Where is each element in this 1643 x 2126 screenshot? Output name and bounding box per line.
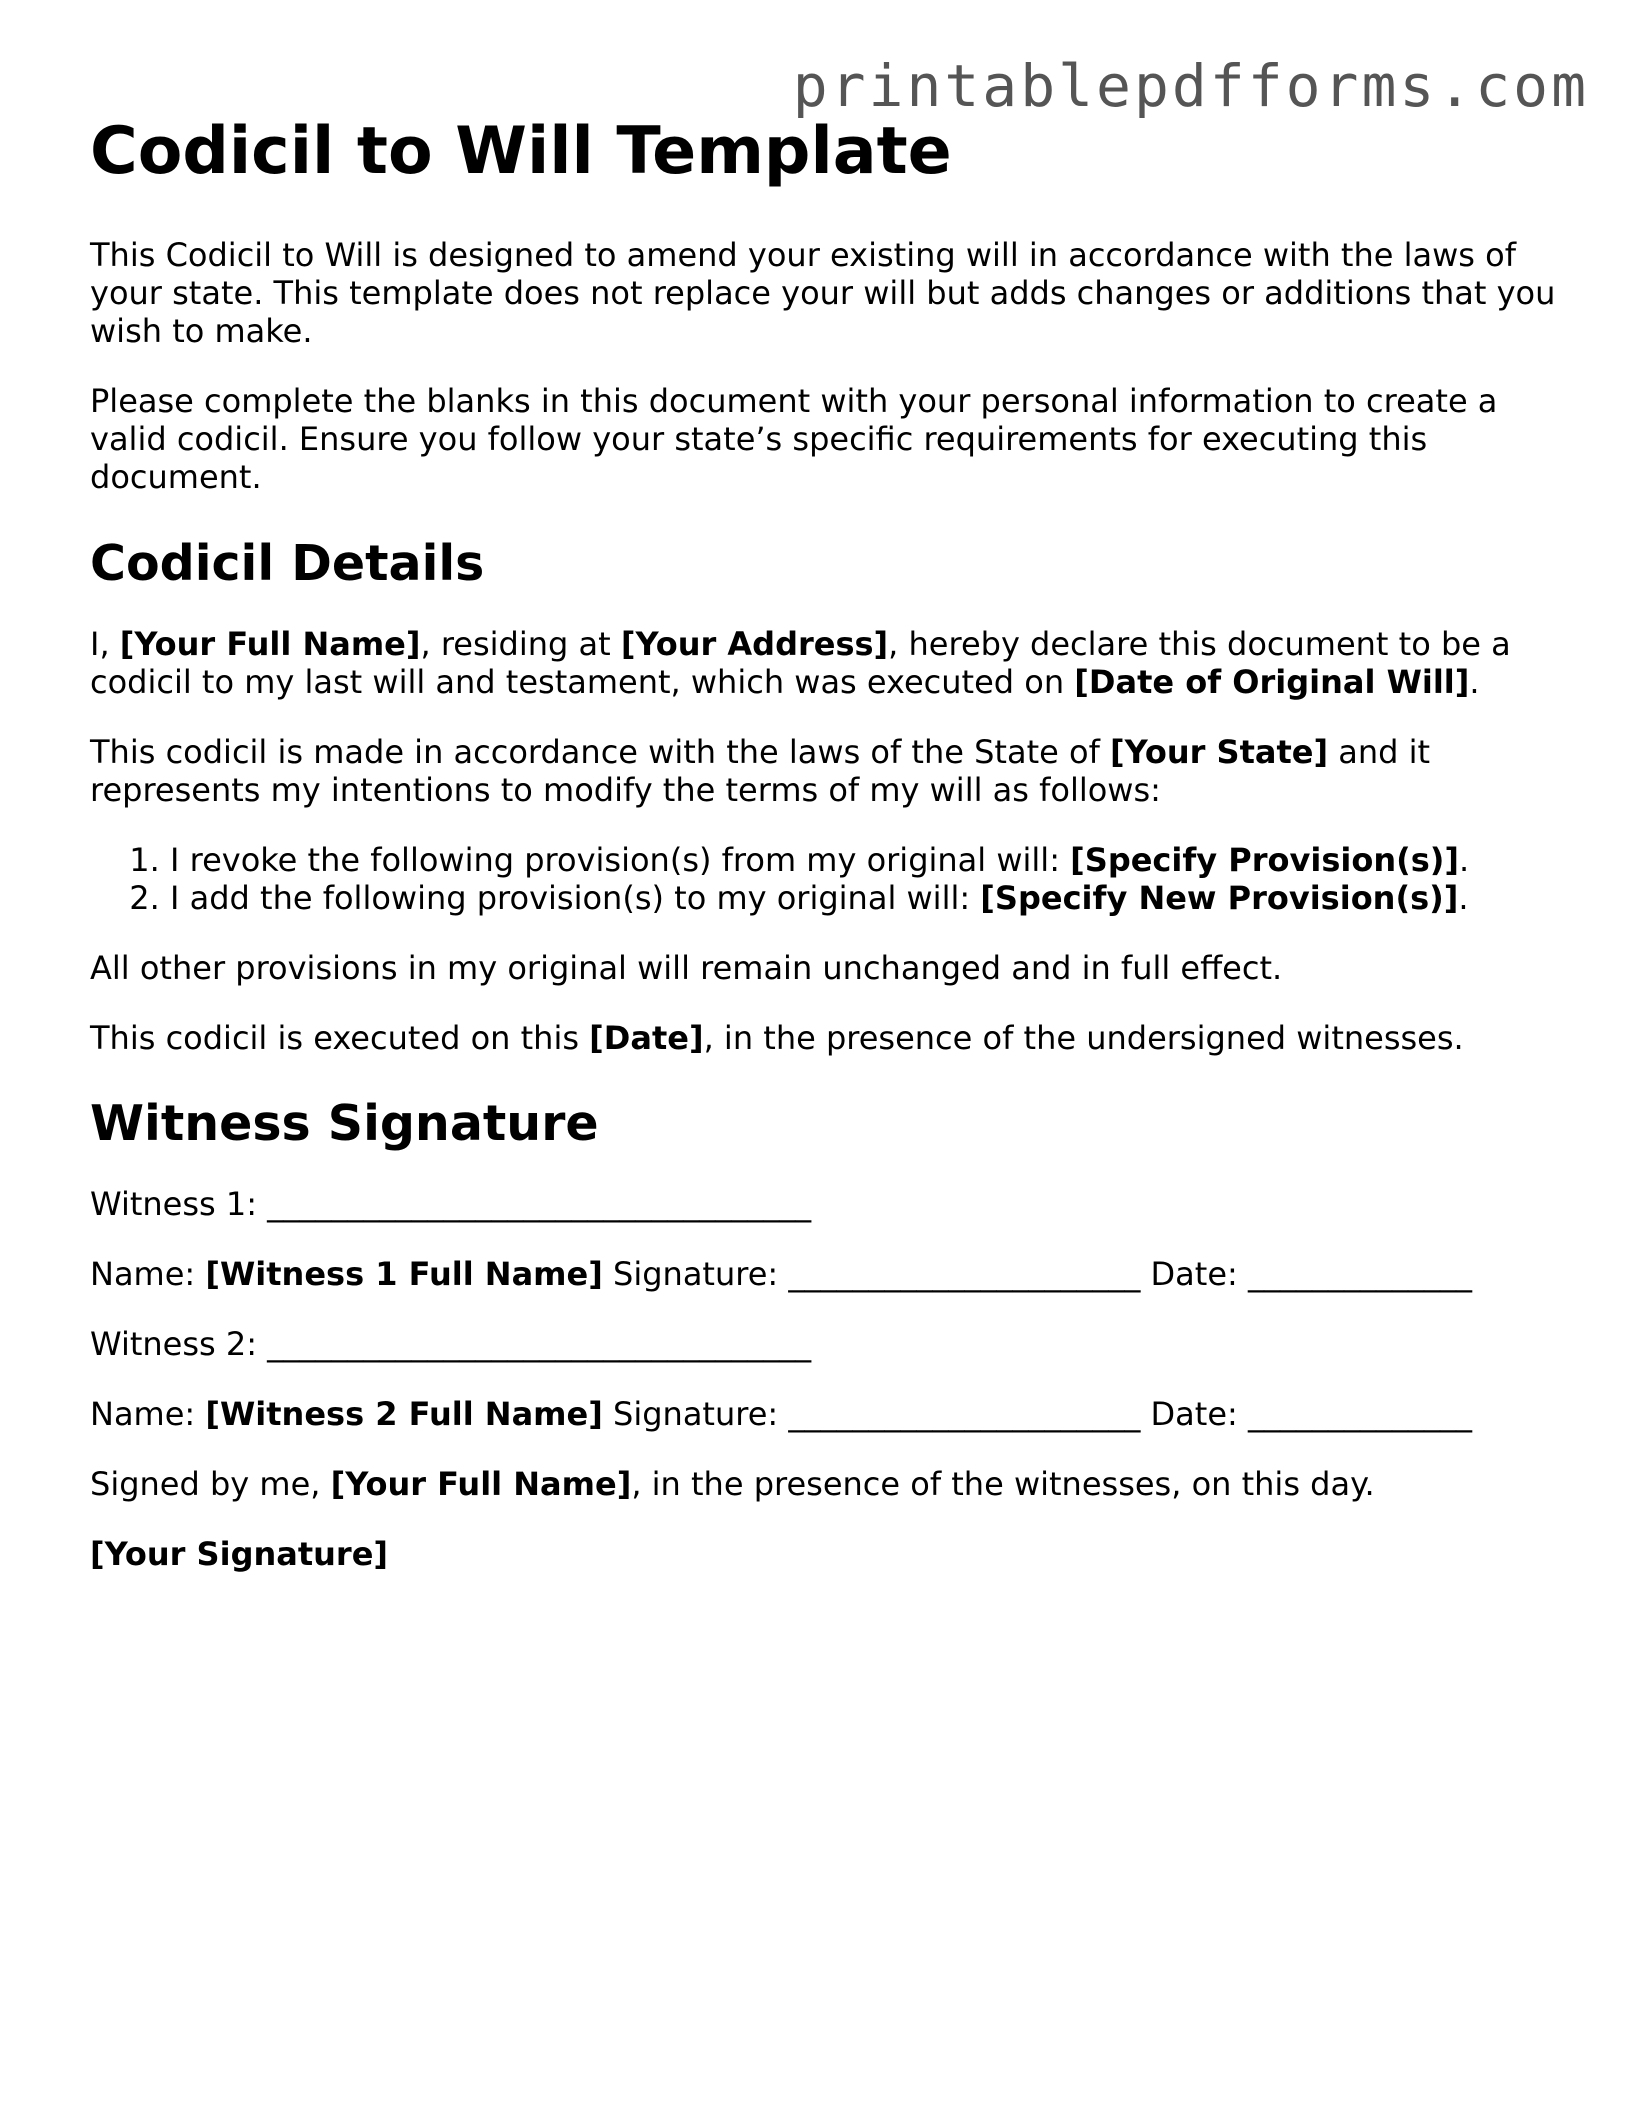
witness-1-name-label: Name: (90, 1255, 206, 1293)
execution-date-placeholder: [Date] (589, 1019, 704, 1057)
list-item (170, 841, 1570, 879)
address-placeholder: [Your Address] (620, 625, 889, 663)
witness-1-signature-blank[interactable]: ______________________ (788, 1255, 1141, 1293)
declaration-text-1: I, (90, 625, 120, 663)
witness-2-line (90, 1325, 1570, 1363)
execution-paragraph (90, 1019, 1570, 1057)
page-title: Codicil to Will Template (90, 114, 952, 189)
declaration-paragraph (90, 625, 1570, 701)
declaration-text-3: , hereby declare this document to be a codicil to my last will and testament, which was executed on (90, 625, 1511, 701)
witness-signature-heading: Witness Signature (90, 1095, 599, 1152)
witness-1-date-label: Date: (1140, 1255, 1248, 1293)
witness-1-details (90, 1255, 1570, 1293)
witness-1-date-blank[interactable]: ______________ (1247, 1255, 1472, 1293)
witness-2-name-label: Name: (90, 1395, 206, 1433)
declaration-text-2: , residing at (420, 625, 621, 663)
document-page (90, 112, 1570, 1573)
witness-2-details (90, 1395, 1570, 1433)
revoke-end: . (1459, 841, 1470, 879)
add-text: I add the following provision(s) to my original will: (170, 879, 981, 917)
witness-2-date-label: Date: (1140, 1395, 1248, 1433)
intro-paragraph-1: This Codicil to Will is designed to amend your existing will in accordance with the laws of your state. This template does not replace your will but adds changes or additions that you wish to make. (90, 236, 1556, 350)
state-placeholder: [Your State] (1110, 733, 1329, 771)
list-item (170, 879, 1570, 917)
witness-1-blank[interactable]: __________________________________ (267, 1185, 812, 1223)
unchanged-paragraph: All other provisions in my original will remain unchanged and in full effect. (90, 949, 1283, 987)
witness-2-date-blank[interactable]: ______________ (1247, 1395, 1472, 1433)
witness-1-name-placeholder: [Witness 1 Full Name] (205, 1255, 603, 1293)
codicil-details-heading: Codicil Details (90, 535, 485, 592)
witness-2-name-placeholder: [Witness 2 Full Name] (205, 1395, 603, 1433)
state-law-text-2: and it represents my intentions to modify the terms of my will as follows: (90, 733, 1431, 809)
state-law-text-1: This codicil is made in accordance with the laws of the State of (90, 733, 1110, 771)
signed-by-text-1: Signed by me, (90, 1465, 331, 1503)
execution-text-2: , in the presence of the undersigned witnesses. (703, 1019, 1464, 1057)
witness-2-blank[interactable]: __________________________________ (267, 1325, 812, 1363)
signed-by-text-2: , in the presence of the witnesses, on this day. (631, 1465, 1375, 1503)
witness-1-label: Witness 1: (90, 1185, 268, 1223)
full-name-placeholder: [Your Full Name] (119, 625, 421, 663)
your-signature-placeholder (90, 1535, 1570, 1573)
witness-1-signature-label: Signature: (602, 1255, 789, 1293)
revoke-text: I revoke the following provision(s) from my original will: (170, 841, 1071, 879)
witness-2-label: Witness 2: (90, 1325, 268, 1363)
original-will-date-placeholder: [Date of Original Will] (1074, 663, 1470, 701)
modifications-list (90, 841, 1570, 917)
witness-2-signature-label: Signature: (602, 1395, 789, 1433)
witness-2-signature-blank[interactable]: ______________________ (788, 1395, 1141, 1433)
your-signature-text: [Your Signature] (90, 1535, 389, 1573)
intro-paragraph-2: Please complete the blanks in this document with your personal information to create a valid codicil. Ensure you follow your state’s specific requirements for executing this document. (90, 382, 1498, 496)
signer-name-placeholder: [Your Full Name] (330, 1465, 632, 1503)
execution-text-1: This codicil is executed on this (90, 1019, 590, 1057)
state-law-paragraph (90, 733, 1570, 809)
watermark: printablepdfforms.com (792, 52, 1589, 120)
add-end: . (1458, 879, 1469, 917)
signed-by-paragraph (90, 1465, 1570, 1503)
revoke-provision-placeholder: [Specify Provision(s)] (1070, 841, 1460, 879)
declaration-text-4: . (1469, 663, 1480, 701)
new-provision-placeholder: [Specify New Provision(s)] (980, 879, 1459, 917)
witness-1-line (90, 1185, 1570, 1223)
